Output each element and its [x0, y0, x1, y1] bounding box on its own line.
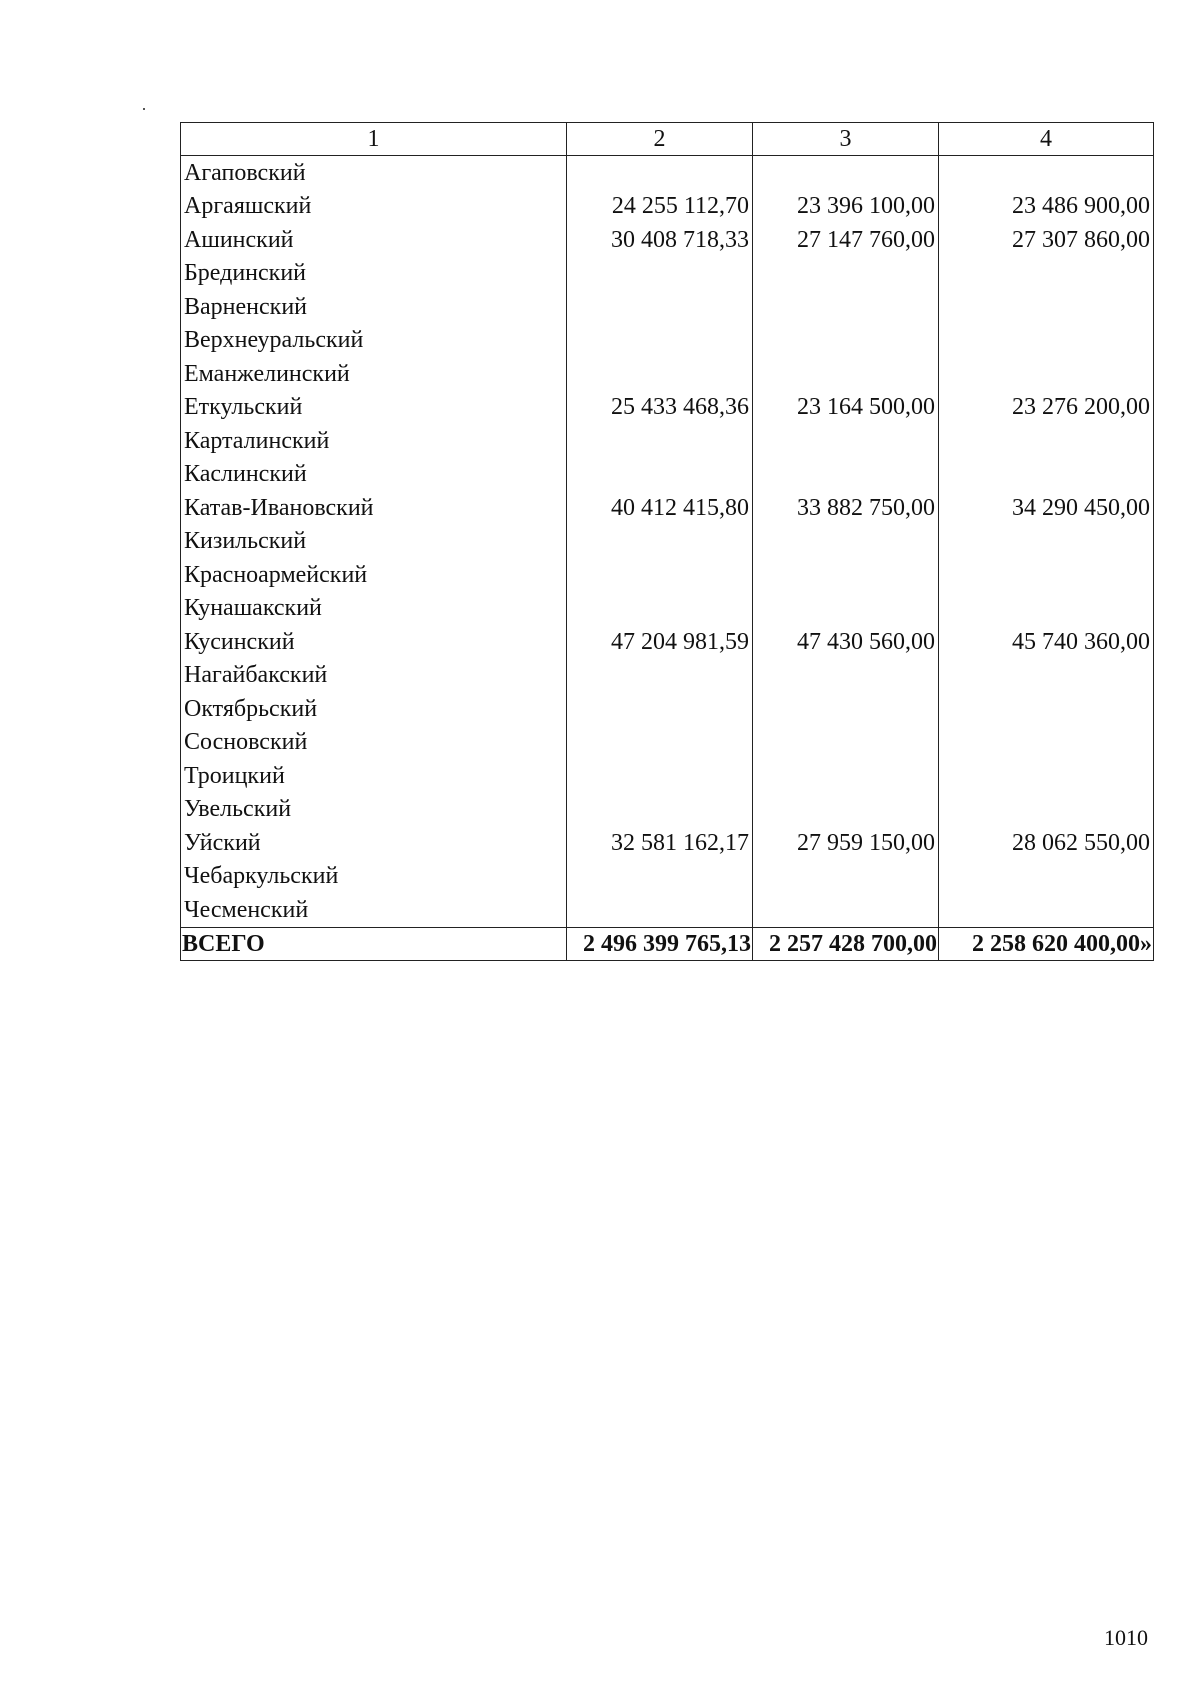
value-cell-col-2: 30 408 718,33 — [567, 223, 753, 257]
value-cell-col-2 — [567, 692, 753, 726]
value-cell-col-3 — [753, 793, 939, 827]
value-cell-col-4 — [939, 324, 1154, 358]
value-cell-col-2: 24 255 112,70 — [567, 190, 753, 224]
district-name-cell: Ашинский — [181, 223, 567, 257]
table-row — [181, 558, 1154, 592]
column-header-1: 1 — [181, 123, 567, 156]
value-cell-col-3: 23 164 500,00 — [753, 391, 939, 425]
value-cell-col-3 — [753, 458, 939, 492]
value-cell-col-2 — [567, 860, 753, 894]
table-row — [181, 257, 1154, 291]
value-cell-col-2 — [567, 558, 753, 592]
district-name-cell: Троицкий — [181, 759, 567, 793]
table-row — [181, 357, 1154, 391]
value-cell-col-4 — [939, 592, 1154, 626]
district-name-cell: Сосновский — [181, 726, 567, 760]
total-row — [181, 927, 1154, 960]
value-cell-col-2 — [567, 156, 753, 190]
table-row — [181, 391, 1154, 425]
scan-speck — [143, 108, 145, 110]
table-row — [181, 592, 1154, 626]
value-cell-col-2 — [567, 290, 753, 324]
value-cell-col-3: 27 147 760,00 — [753, 223, 939, 257]
value-cell-col-4 — [939, 558, 1154, 592]
value-cell-col-4 — [939, 793, 1154, 827]
value-cell-col-2: 40 412 415,80 — [567, 491, 753, 525]
table-row — [181, 290, 1154, 324]
value-cell-col-2 — [567, 324, 753, 358]
district-name-cell: Чесменский — [181, 893, 567, 927]
district-name-cell: Кусинский — [181, 625, 567, 659]
value-cell-col-2 — [567, 592, 753, 626]
value-cell-col-3 — [753, 893, 939, 927]
district-name-cell: Нагайбакский — [181, 659, 567, 693]
value-cell-col-2 — [567, 424, 753, 458]
value-cell-col-3 — [753, 592, 939, 626]
table-row — [181, 324, 1154, 358]
district-name-cell: Красноармейский — [181, 558, 567, 592]
value-cell-col-2 — [567, 659, 753, 693]
total-label: ВСЕГО — [181, 927, 567, 960]
value-cell-col-4 — [939, 156, 1154, 190]
table-body — [181, 156, 1154, 928]
column-header-4: 4 — [939, 123, 1154, 156]
table-row — [181, 659, 1154, 693]
value-cell-col-3 — [753, 558, 939, 592]
table-row — [181, 860, 1154, 894]
value-cell-col-3 — [753, 860, 939, 894]
value-cell-col-2 — [567, 759, 753, 793]
value-cell-col-4 — [939, 424, 1154, 458]
column-header-3: 3 — [753, 123, 939, 156]
value-cell-col-4 — [939, 290, 1154, 324]
value-cell-col-4: 23 486 900,00 — [939, 190, 1154, 224]
value-cell-col-4 — [939, 257, 1154, 291]
table-row — [181, 491, 1154, 525]
table-row — [181, 190, 1154, 224]
district-name-cell: Аргаяшский — [181, 190, 567, 224]
value-cell-col-2 — [567, 257, 753, 291]
value-cell-col-2: 25 433 468,36 — [567, 391, 753, 425]
table-row — [181, 726, 1154, 760]
column-header-2: 2 — [567, 123, 753, 156]
value-cell-col-2 — [567, 525, 753, 559]
value-cell-col-2 — [567, 793, 753, 827]
page-number: 1010 — [1104, 1625, 1148, 1650]
district-name-cell: Увельский — [181, 793, 567, 827]
value-cell-col-2: 32 581 162,17 — [567, 826, 753, 860]
value-cell-col-3 — [753, 257, 939, 291]
value-cell-col-2 — [567, 726, 753, 760]
value-cell-col-3 — [753, 692, 939, 726]
value-cell-col-4 — [939, 726, 1154, 760]
district-name-cell: Карталинский — [181, 424, 567, 458]
value-cell-col-4: 23 276 200,00 — [939, 391, 1154, 425]
table-row — [181, 458, 1154, 492]
value-cell-col-4: 28 062 550,00 — [939, 826, 1154, 860]
value-cell-col-4 — [939, 525, 1154, 559]
district-name-cell: Брединский — [181, 257, 567, 291]
table-row — [181, 793, 1154, 827]
value-cell-col-4: 34 290 450,00 — [939, 491, 1154, 525]
value-cell-col-4 — [939, 893, 1154, 927]
value-cell-col-2 — [567, 357, 753, 391]
district-name-cell: Еманжелинский — [181, 357, 567, 391]
value-cell-col-3 — [753, 659, 939, 693]
value-cell-col-3 — [753, 324, 939, 358]
total-value-col-2: 2 496 399 765,13 — [567, 927, 753, 960]
value-cell-col-4: 27 307 860,00 — [939, 223, 1154, 257]
value-cell-col-4 — [939, 458, 1154, 492]
value-cell-col-3 — [753, 726, 939, 760]
value-cell-col-3 — [753, 290, 939, 324]
table-row — [181, 525, 1154, 559]
value-cell-col-4 — [939, 860, 1154, 894]
district-name-cell: Кизильский — [181, 525, 567, 559]
budget-table — [180, 122, 1154, 961]
value-cell-col-3: 47 430 560,00 — [753, 625, 939, 659]
district-name-cell: Варненский — [181, 290, 567, 324]
district-name-cell: Еткульский — [181, 391, 567, 425]
table-row — [181, 625, 1154, 659]
value-cell-col-3 — [753, 424, 939, 458]
value-cell-col-3: 23 396 100,00 — [753, 190, 939, 224]
value-cell-col-4: 45 740 360,00 — [939, 625, 1154, 659]
district-name-cell: Октябрьский — [181, 692, 567, 726]
value-cell-col-3: 33 882 750,00 — [753, 491, 939, 525]
table-row — [181, 156, 1154, 190]
table-row — [181, 424, 1154, 458]
value-cell-col-2 — [567, 458, 753, 492]
district-name-cell: Агаповский — [181, 156, 567, 190]
total-value-col-4: 2 258 620 400,00» — [939, 927, 1154, 960]
table-row — [181, 759, 1154, 793]
value-cell-col-3: 27 959 150,00 — [753, 826, 939, 860]
district-name-cell: Кунашакский — [181, 592, 567, 626]
district-name-cell: Катав-Ивановский — [181, 491, 567, 525]
value-cell-col-3 — [753, 759, 939, 793]
value-cell-col-4 — [939, 759, 1154, 793]
table-header-row — [181, 123, 1154, 156]
value-cell-col-3 — [753, 357, 939, 391]
table-row — [181, 893, 1154, 927]
value-cell-col-3 — [753, 525, 939, 559]
value-cell-col-4 — [939, 357, 1154, 391]
value-cell-col-3 — [753, 156, 939, 190]
district-name-cell: Уйский — [181, 826, 567, 860]
total-value-col-3: 2 257 428 700,00 — [753, 927, 939, 960]
value-cell-col-2 — [567, 893, 753, 927]
table-row — [181, 826, 1154, 860]
district-name-cell: Каслинский — [181, 458, 567, 492]
table-row — [181, 692, 1154, 726]
district-name-cell: Верхнеуральский — [181, 324, 567, 358]
district-name-cell: Чебаркульский — [181, 860, 567, 894]
value-cell-col-4 — [939, 659, 1154, 693]
table-row — [181, 223, 1154, 257]
value-cell-col-2: 47 204 981,59 — [567, 625, 753, 659]
value-cell-col-4 — [939, 692, 1154, 726]
